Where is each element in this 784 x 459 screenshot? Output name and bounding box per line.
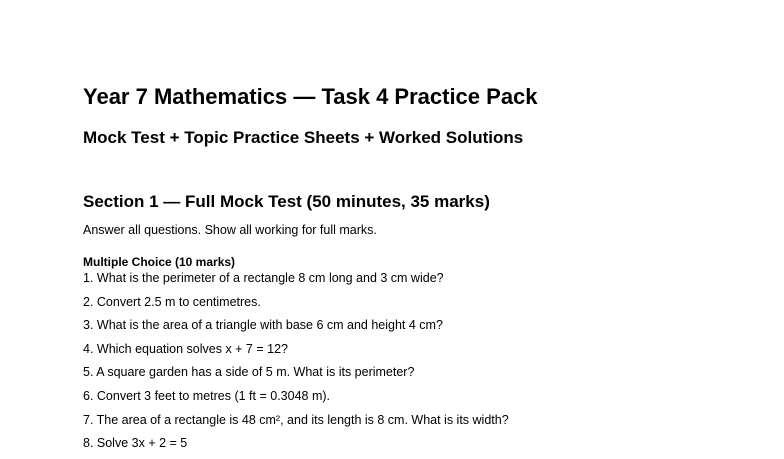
- question-item: 2. Convert 2.5 m to centimetres.: [83, 294, 261, 309]
- question-item: 6. Convert 3 feet to metres (1 ft = 0.3048 m).: [83, 388, 330, 403]
- question-item: 7. The area of a rectangle is 48 cm², and its length is 8 cm. What is its width?: [83, 412, 509, 427]
- multiple-choice-heading: Multiple Choice (10 marks): [83, 255, 236, 269]
- document-subtitle: Mock Test + Topic Practice Sheets + Worked Solutions: [83, 128, 524, 147]
- question-item: 4. Which equation solves x + 7 = 12?: [83, 341, 288, 356]
- document-title: Year 7 Mathematics — Task 4 Practice Pack: [83, 84, 538, 109]
- section-heading: Section 1 — Full Mock Test (50 minutes, 35 marks): [83, 192, 490, 211]
- question-list: [83, 270, 509, 459]
- question-item: 8. Solve 3x + 2 = 5: [83, 436, 188, 451]
- question-item: 1. What is the perimeter of a rectangle 8 cm long and 3 cm wide?: [83, 271, 444, 285]
- section-instructions: Answer all questions. Show all working for full marks.: [83, 223, 377, 237]
- question-item: 5. A square garden has a side of 5 m. What is its perimeter?: [83, 365, 415, 380]
- question-item: 3. What is the area of a triangle with base 6 cm and height 4 cm?: [83, 318, 443, 333]
